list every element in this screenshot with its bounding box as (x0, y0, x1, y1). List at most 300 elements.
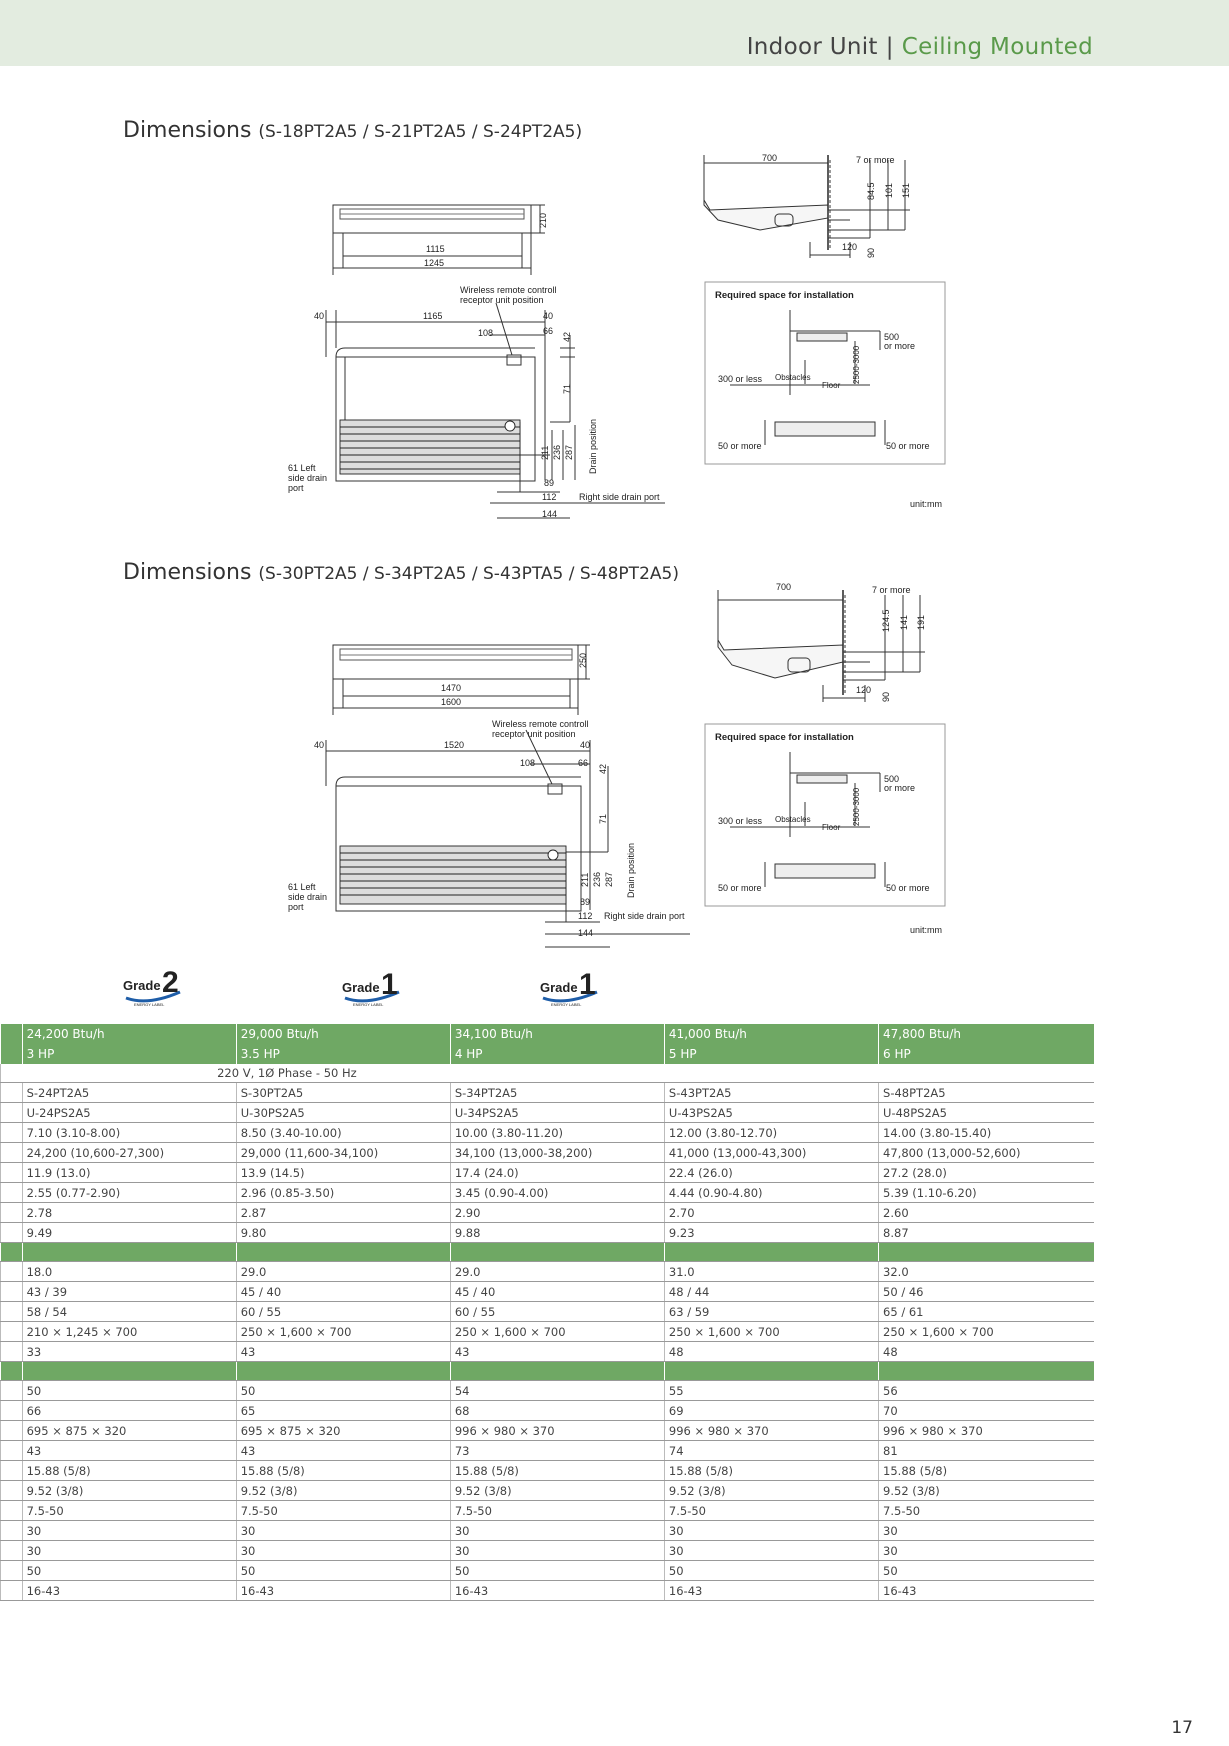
d2-floor: Floor (822, 823, 841, 832)
d2-right50: 50 or more (886, 883, 930, 893)
table-cell: 18.0 (22, 1262, 236, 1282)
table-cell: 31.0 (664, 1262, 878, 1282)
d2-span: 1520 (444, 740, 465, 750)
d2-left: 40 (314, 740, 325, 750)
table-cell: 50 (664, 1561, 878, 1581)
table-cell: 14.00 (3.80-15.40) (879, 1123, 1094, 1143)
band-cell (22, 1362, 236, 1381)
table-row (1, 1282, 1095, 1302)
table-row (1, 1401, 1095, 1421)
row-label-cell (1, 1441, 23, 1461)
table-cell: 24,200 (10,600-27,300) (22, 1143, 236, 1163)
header-subsection: Ceiling Mounted (901, 34, 1093, 60)
d2-211: 211 (580, 872, 590, 887)
d2-side-90: 90 (881, 691, 891, 702)
table-cell: 9.52 (3/8) (664, 1481, 878, 1501)
table-cell: 30 (450, 1541, 664, 1561)
table-cell: 9.49 (22, 1223, 236, 1243)
table-cell: 30 (879, 1521, 1094, 1541)
table-cell: 996 × 980 × 370 (879, 1421, 1094, 1441)
table-cell: 13.9 (14.5) (236, 1163, 450, 1183)
table-cell: 30 (236, 1521, 450, 1541)
header-cell: 29,000 Btu/h (236, 1024, 450, 1044)
d1-66: 66 (543, 326, 554, 336)
table-cell: 50 (236, 1561, 450, 1581)
d1-wireless1: Wireless remote controll (460, 285, 557, 295)
table-row (1, 1421, 1095, 1441)
header-section: Indoor Unit (746, 34, 878, 60)
install-space-box-1 (705, 282, 945, 464)
table-cell: 9.52 (3/8) (236, 1481, 450, 1501)
grade-1-num: 1 (381, 968, 398, 1001)
row-label-cell (1, 1362, 23, 1381)
table-cell: 15.88 (5/8) (664, 1461, 878, 1481)
row-label-cell (1, 1381, 23, 1401)
table-cell: 43 (450, 1342, 664, 1362)
table-cell: 50 (879, 1561, 1094, 1581)
table-cell: 16-43 (450, 1581, 664, 1601)
table-row (1, 1541, 1095, 1561)
d2-66: 66 (578, 758, 589, 768)
table-row (1, 1322, 1095, 1342)
d1-side-c: 151 (901, 182, 911, 198)
table-cell: 3.45 (0.90-4.00) (450, 1183, 664, 1203)
table-row (1, 1381, 1095, 1401)
d2-108: 108 (520, 758, 536, 768)
table-cell: 29.0 (450, 1262, 664, 1282)
table-cell: 16-43 (236, 1581, 450, 1601)
d1-500b: or more (884, 341, 916, 351)
band-cell (664, 1362, 878, 1381)
table-cell: 2.87 (236, 1203, 450, 1223)
header-cell: 4 HP (450, 1044, 664, 1064)
grade-1b-label: ENERGY LABEL (551, 1002, 582, 1007)
d1-236: 236 (552, 444, 562, 460)
d1-install-title: Required space for installation (715, 290, 854, 301)
row-label-cell (1, 1083, 23, 1103)
table-row (1, 1103, 1095, 1123)
d1-42: 42 (562, 331, 572, 342)
row-label-cell (1, 1123, 23, 1143)
grade-2-energy-label (118, 962, 188, 1008)
d2-h: 250 (578, 652, 588, 668)
table-cell: 16-43 (664, 1581, 878, 1601)
table-cell: 69 (664, 1401, 878, 1421)
d1-side-700: 700 (762, 153, 778, 163)
row-label-cell (1, 1203, 23, 1223)
table-cell: S-48PT2A5 (879, 1083, 1094, 1103)
row-label-cell (1, 1521, 23, 1541)
d2-500b: or more (884, 783, 916, 793)
header-separator: | (885, 34, 894, 60)
table-cell: 9.52 (3/8) (879, 1481, 1094, 1501)
table-cell: 34,100 (13,000-38,200) (450, 1143, 664, 1163)
table-cell: 7.5-50 (22, 1501, 236, 1521)
table-cell: U-43PS2A5 (664, 1103, 878, 1123)
d1-287: 287 (564, 444, 574, 460)
table-cell: 2.55 (0.77-2.90) (22, 1183, 236, 1203)
header-cell: 6 HP (879, 1044, 1094, 1064)
table-cell: 9.52 (3/8) (450, 1481, 664, 1501)
grade-1-label: ENERGY LABEL (353, 1002, 384, 1007)
table-cell: 8.50 (3.40-10.00) (236, 1123, 450, 1143)
d2-42: 42 (598, 763, 608, 774)
table-row (1, 1203, 1095, 1223)
d1-side-7: 7 or more (856, 155, 895, 165)
table-cell: 30 (664, 1521, 878, 1541)
table-cell: 30 (450, 1521, 664, 1541)
section-band (1, 1243, 1095, 1262)
table-cell: 33 (22, 1342, 236, 1362)
d1-500a: 500 (884, 332, 900, 342)
d2-left50: 50 or more (718, 883, 762, 893)
d1-floor: Floor (822, 381, 841, 390)
table-cell: S-30PT2A5 (236, 1083, 450, 1103)
table-cell: 250 × 1,600 × 700 (236, 1322, 450, 1342)
row-label-cell (1, 1163, 23, 1183)
table-cell: 9.52 (3/8) (22, 1481, 236, 1501)
d2-236: 236 (592, 871, 602, 887)
row-label-cell (1, 1342, 23, 1362)
table-cell: 50 (22, 1381, 236, 1401)
row-label-cell (1, 1143, 23, 1163)
d1-w-outer: 1245 (424, 258, 445, 268)
band-cell (664, 1243, 878, 1262)
d1-side-a: 84.5 (866, 182, 876, 200)
d1-211: 211 (540, 445, 550, 460)
table-cell: 43 / 39 (22, 1282, 236, 1302)
d2-287: 287 (604, 871, 614, 887)
table-cell: 4.44 (0.90-4.80) (664, 1183, 878, 1203)
table-row (1, 1521, 1095, 1541)
table-cell: 30 (236, 1541, 450, 1561)
row-label-cell (1, 1262, 23, 1282)
d2-rp: Right side drain port (604, 911, 685, 921)
d2-300: 300 or less (718, 816, 763, 826)
table-cell: 29,000 (11,600-34,100) (236, 1143, 450, 1163)
table-cell: 15.88 (5/8) (450, 1461, 664, 1481)
table-cell: 15.88 (5/8) (22, 1461, 236, 1481)
table-cell: 65 (236, 1401, 450, 1421)
table-header-row (1, 1044, 1095, 1064)
d1-rp: Right side drain port (579, 492, 660, 502)
table-cell: 50 (236, 1381, 450, 1401)
row-label-cell (1, 1541, 23, 1561)
table-cell: 27.2 (28.0) (879, 1163, 1094, 1183)
d2-drain: Drain position (626, 842, 636, 898)
table-cell: U-30PS2A5 (236, 1103, 450, 1123)
d2-side-a: 124.5 (881, 609, 891, 632)
table-row (1, 1481, 1095, 1501)
table-cell: U-24PS2A5 (22, 1103, 236, 1123)
header-cell: 47,800 Btu/h (879, 1024, 1094, 1044)
table-cell: 48 (879, 1342, 1094, 1362)
table-cell: 45 / 40 (236, 1282, 450, 1302)
table-cell: 30 (22, 1541, 236, 1561)
table-cell: 65 / 61 (879, 1302, 1094, 1322)
table-row (1, 1083, 1095, 1103)
d1-300: 300 or less (718, 374, 763, 384)
table-row (1, 1342, 1095, 1362)
table-cell: 29.0 (236, 1262, 450, 1282)
dimension-drawing-2 (0, 440, 1229, 960)
header-cell: 3.5 HP (236, 1044, 450, 1064)
install-space-box-2 (705, 724, 945, 906)
table-cell: 250 × 1,600 × 700 (450, 1322, 664, 1342)
d2-side-120: 120 (856, 685, 872, 695)
table-cell: 996 × 980 × 370 (664, 1421, 878, 1441)
d1-89: 89 (544, 478, 555, 488)
table-row (1, 1223, 1095, 1243)
grade-1b-energy-label (535, 962, 605, 1008)
row-label-cell (1, 1421, 23, 1441)
d2-lp1: 61 Left (288, 882, 316, 892)
d1-112: 112 (542, 492, 557, 502)
band-cell (879, 1243, 1094, 1262)
d2-wireless2: receptor unit position (492, 729, 576, 739)
table-cell: 17.4 (24.0) (450, 1163, 664, 1183)
table-cell: 66 (22, 1401, 236, 1421)
band-cell (879, 1362, 1094, 1381)
spec-table (0, 1024, 1094, 1601)
band-cell (236, 1362, 450, 1381)
table-cell: 996 × 980 × 370 (450, 1421, 664, 1441)
table-row (1, 1262, 1095, 1282)
d1-right50: 50 or more (886, 441, 930, 451)
table-cell: 2.60 (879, 1203, 1094, 1223)
grade-1b-num: 1 (579, 968, 596, 1001)
table-cell: 2.70 (664, 1203, 878, 1223)
d2-71: 71 (598, 813, 608, 824)
row-label-cell (1, 1282, 23, 1302)
header-cell: 41,000 Btu/h (664, 1024, 878, 1044)
grade-1-word: Grade (342, 980, 380, 995)
table-cell: 73 (450, 1441, 664, 1461)
table-cell: 50 (22, 1561, 236, 1581)
table-cell: 48 (664, 1342, 878, 1362)
d2-side-b: 141 (899, 614, 909, 630)
row-label-cell (1, 1183, 23, 1203)
table-cell: 2.90 (450, 1203, 664, 1223)
d2-w-inner: 1470 (441, 683, 462, 693)
d2-unit: unit:mm (910, 925, 943, 935)
row-label-cell (1, 1103, 23, 1123)
grade-2-num: 2 (162, 966, 179, 999)
d2-112: 112 (578, 911, 593, 921)
d1-unit: unit:mm (910, 499, 943, 509)
table-cell: 15.88 (5/8) (236, 1461, 450, 1481)
row-label-cell (1, 1243, 23, 1262)
d2-lp3: port (288, 902, 304, 912)
band-cell (450, 1362, 664, 1381)
table-cell: 2.78 (22, 1203, 236, 1223)
header-cell: 3 HP (22, 1044, 236, 1064)
d2-side-c: 191 (916, 614, 926, 630)
table-row (1, 1163, 1095, 1183)
table-cell: 43 (236, 1342, 450, 1362)
d1-left: 40 (314, 311, 325, 321)
grade-2-word: Grade (123, 978, 161, 993)
table-header-row (1, 1024, 1095, 1044)
row-label-cell (1, 1501, 23, 1521)
row-label-cell (1, 1223, 23, 1243)
d1-71: 71 (562, 383, 572, 394)
table-cell: U-34PS2A5 (450, 1103, 664, 1123)
d1-w-inner: 1115 (426, 244, 445, 254)
table-cell: 60 / 55 (236, 1302, 450, 1322)
d1-obstacles: Obstacles (775, 373, 811, 382)
table-cell: 32.0 (879, 1262, 1094, 1282)
row-label-cell (1, 1302, 23, 1322)
page-number: 17 (1171, 1718, 1193, 1738)
row-label-cell (1, 1401, 23, 1421)
d1-side-120: 120 (842, 242, 858, 252)
table-cell: 43 (236, 1441, 450, 1461)
row-label-cell (1, 1322, 23, 1342)
table-row (1, 1183, 1095, 1203)
table-cell: 63 / 59 (664, 1302, 878, 1322)
d2-install-title: Required space for installation (715, 732, 854, 743)
section-band (1, 1362, 1095, 1381)
table-cell: 68 (450, 1401, 664, 1421)
table-cell: 47,800 (13,000-52,600) (879, 1143, 1094, 1163)
table-cell: 11.9 (13.0) (22, 1163, 236, 1183)
table-cell: 60 / 55 (450, 1302, 664, 1322)
table-cell: 7.5-50 (450, 1501, 664, 1521)
table-cell: 30 (664, 1541, 878, 1561)
row-label-cell (1, 1461, 23, 1481)
header-cell: 5 HP (664, 1044, 878, 1064)
table-cell: 7.10 (3.10-8.00) (22, 1123, 236, 1143)
table-row (1, 1123, 1095, 1143)
phase-cell: 220 V, 1Ø Phase - 50 Hz (22, 1064, 1094, 1083)
d2-right: 40 (580, 740, 591, 750)
table-cell: 8.87 (879, 1223, 1094, 1243)
table-cell: 54 (450, 1381, 664, 1401)
table-cell: 9.23 (664, 1223, 878, 1243)
table-cell: 16-43 (22, 1581, 236, 1601)
table-cell: 7.5-50 (236, 1501, 450, 1521)
d1-drain: Drain position (588, 418, 598, 474)
table-row (1, 1581, 1095, 1601)
d2-144: 144 (578, 928, 594, 938)
header-cell: 34,100 Btu/h (450, 1024, 664, 1044)
table-cell: 9.80 (236, 1223, 450, 1243)
row-label-cell (1, 1561, 23, 1581)
table-cell: 81 (879, 1441, 1094, 1461)
grade-1-energy-label (337, 962, 407, 1008)
table-cell: 250 × 1,600 × 700 (879, 1322, 1094, 1342)
table-cell: 50 (450, 1561, 664, 1581)
d2-w-outer: 1600 (441, 697, 462, 707)
grade-1b-word: Grade (540, 980, 578, 995)
d2-89: 89 (580, 897, 591, 907)
d1-lp2: side drain (288, 473, 328, 483)
d1-range: 2500-3000 (852, 345, 861, 384)
d1-wireless2: receptor unit position (460, 295, 544, 305)
dim2-models: (S-30PT2A5 / S-34PT2A5 / S-43PTA5 / S-48PT2A5) (258, 564, 679, 584)
d1-lp3: port (288, 483, 304, 493)
d1-side-b: 101 (884, 182, 894, 198)
table-cell: 50 / 46 (879, 1282, 1094, 1302)
d1-h: 210 (538, 212, 548, 228)
row-label-cell (1, 1581, 23, 1601)
d1-span: 1165 (423, 311, 443, 321)
grade-2-label: ENERGY LABEL (134, 1002, 165, 1007)
table-cell: 55 (664, 1381, 878, 1401)
table-cell: S-24PT2A5 (22, 1083, 236, 1103)
band-cell (236, 1243, 450, 1262)
row-label-cell (1, 1064, 23, 1083)
table-cell: 15.88 (5/8) (879, 1461, 1094, 1481)
table-cell: 16-43 (879, 1581, 1094, 1601)
d1-side-90: 90 (866, 247, 876, 258)
table-cell: 58 / 54 (22, 1302, 236, 1322)
dim1-models: (S-18PT2A5 / S-21PT2A5 / S-24PT2A5) (258, 122, 583, 142)
d1-left50: 50 or more (718, 441, 762, 451)
row-label-cell (1, 1024, 23, 1044)
d2-lp2: side drain (288, 892, 328, 902)
table-row (1, 1143, 1095, 1163)
table-cell: 56 (879, 1381, 1094, 1401)
d2-side-700: 700 (776, 582, 792, 592)
table-cell: U-48PS2A5 (879, 1103, 1094, 1123)
table-cell: 30 (22, 1521, 236, 1541)
d2-500a: 500 (884, 774, 900, 784)
table-cell: 22.4 (26.0) (664, 1163, 878, 1183)
table-row (1, 1561, 1095, 1581)
table-row (1, 1501, 1095, 1521)
table-cell: 41,000 (13,000-43,300) (664, 1143, 878, 1163)
table-cell: 70 (879, 1401, 1094, 1421)
table-cell: S-43PT2A5 (664, 1083, 878, 1103)
d2-obstacles: Obstacles (775, 815, 811, 824)
table-cell: 9.88 (450, 1223, 664, 1243)
d1-108: 108 (478, 328, 494, 338)
table-row (1, 1441, 1095, 1461)
table-cell: 43 (22, 1441, 236, 1461)
table-cell: 250 × 1,600 × 700 (664, 1322, 878, 1342)
table-cell: 210 × 1,245 × 700 (22, 1322, 236, 1342)
table-row (1, 1302, 1095, 1322)
dim1-title: Dimensions (123, 118, 252, 143)
table-cell: 10.00 (3.80-11.20) (450, 1123, 664, 1143)
d1-right: 40 (543, 311, 554, 321)
table-cell: 695 × 875 × 320 (236, 1421, 450, 1441)
phase-row (1, 1064, 1095, 1083)
table-cell: 7.5-50 (664, 1501, 878, 1521)
row-label-cell (1, 1044, 23, 1064)
table-cell: 5.39 (1.10-6.20) (879, 1183, 1094, 1203)
table-cell: 695 × 875 × 320 (22, 1421, 236, 1441)
dim2-title: Dimensions (123, 560, 252, 585)
row-label-cell (1, 1481, 23, 1501)
d2-range: 2500-3000 (852, 787, 861, 826)
table-cell: 12.00 (3.80-12.70) (664, 1123, 878, 1143)
d2-side-7: 7 or more (872, 585, 911, 595)
table-row (1, 1461, 1095, 1481)
band-cell (450, 1243, 664, 1262)
table-cell: 30 (879, 1541, 1094, 1561)
table-cell: 2.96 (0.85-3.50) (236, 1183, 450, 1203)
band-cell (22, 1243, 236, 1262)
top-view-body-2 (333, 645, 578, 679)
table-cell: 48 / 44 (664, 1282, 878, 1302)
header-cell: 24,200 Btu/h (22, 1024, 236, 1044)
d2-wireless1: Wireless remote controll (492, 719, 589, 729)
table-cell: 45 / 40 (450, 1282, 664, 1302)
d1-lp1: 61 Left (288, 463, 316, 473)
